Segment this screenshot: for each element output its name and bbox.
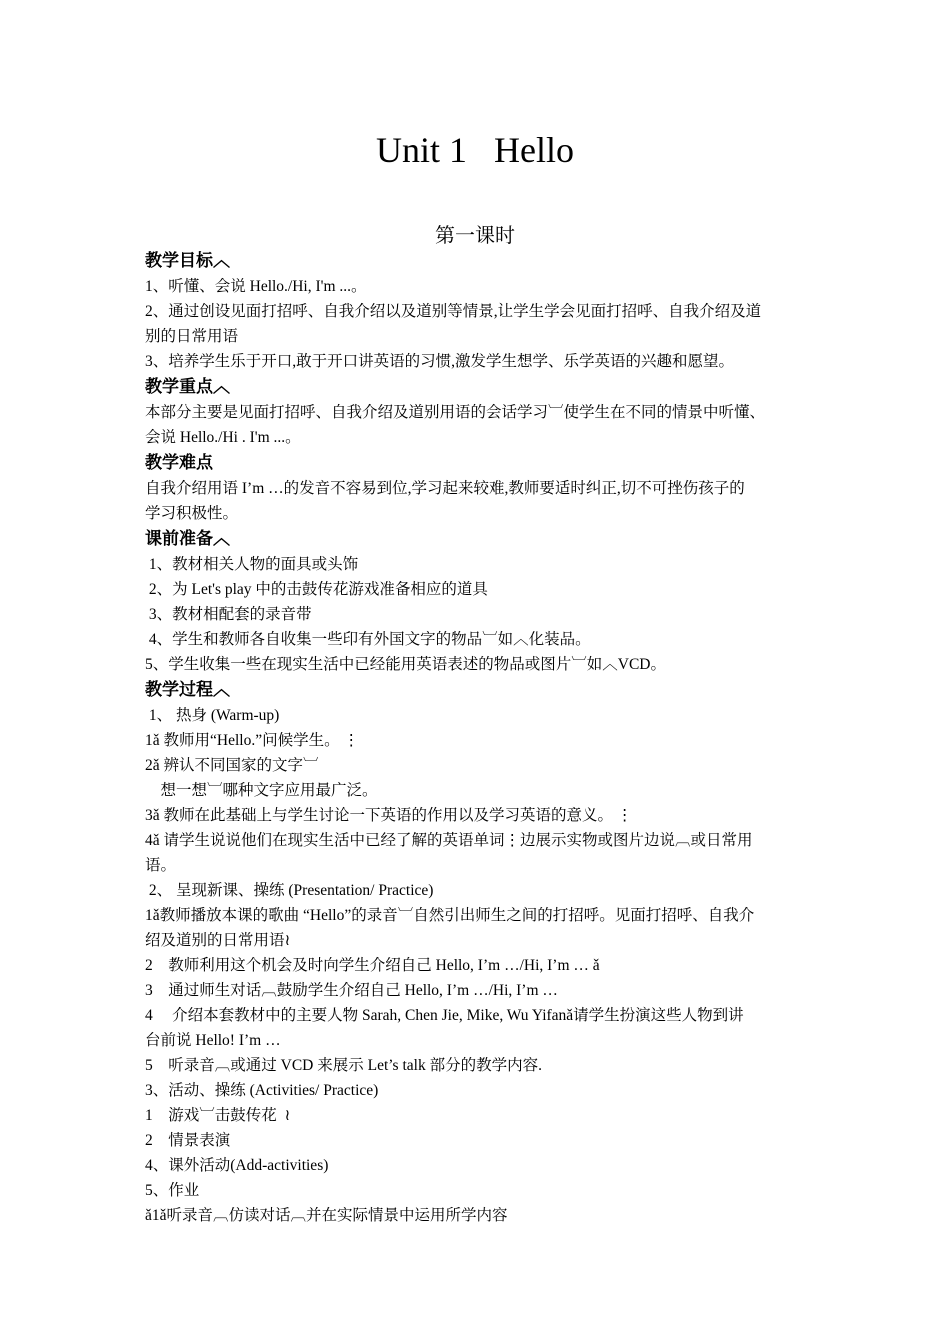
body-line: 4、学生和教师各自收集一些印有外国文字的物品︺如︿化装品。: [145, 631, 591, 648]
body-line: 5、作业: [145, 1182, 200, 1199]
body-line: 3ǎ 教师在此基础上与学生讨论一下英语的作用以及学习英语的意义。 ⋮: [145, 807, 633, 824]
section-heading: 教学重点︿: [145, 377, 230, 397]
document-body: [145, 248, 810, 1228]
body-line: 5、学生收集一些在现实生活中已经能用英语表述的物品或图片︺如︿VCD。: [145, 656, 666, 673]
body-line: 绍及道别的日常用语≀: [145, 932, 291, 949]
body-line: 别的日常用语: [145, 328, 239, 345]
body-line: 2、 呈现新课、操练 (Presentation/ Practice): [145, 882, 434, 899]
body-line: 4、课外活动(Add-activities): [145, 1157, 329, 1174]
body-line: 1ǎ教师播放本课的歌曲 “Hello”的录音︺自然引出师生之间的打招呼。见面打招呼、自我介: [145, 907, 755, 924]
body-line: 1 游戏︺击鼓传花 ≀: [145, 1107, 291, 1124]
body-line: 3、活动、操练 (Activities/ Practice): [145, 1082, 379, 1099]
document-title: Unit 1 Hello: [376, 130, 574, 170]
body-line: 自我介绍用语 I’m …的发音不容易到位,学习起来较难,教师要适时纠正,切不可挫伤孩子的: [145, 480, 745, 497]
body-line: 想一想︺哪种文字应用最广泛。: [145, 782, 378, 799]
body-line: 4ǎ 请学生说说他们在现实生活中已经了解的英语单词⋮边展示实物或图片边说︹或日常用: [145, 832, 753, 849]
body-line: 3、教材相配套的录音带: [145, 606, 312, 623]
body-line: 3、培养学生乐于开口,敢于开口讲英语的习惯,激发学生想学、乐学英语的兴趣和愿望。: [145, 353, 735, 370]
body-line: 学习积极性。: [145, 505, 239, 522]
body-line: 2、通过创设见面打招呼、自我介绍以及道别等情景,让学生学会见面打招呼、自我介绍及道: [145, 303, 762, 320]
body-line: 1、教材相关人物的面具或头饰: [145, 556, 359, 573]
body-line: 3 通过师生对话︹鼓励学生介绍自己 Hello, I’m …/Hi, I’m …: [145, 982, 558, 999]
section-heading: 教学难点: [145, 453, 213, 473]
body-line: ǎ1ǎ听录音︹仿读对话︹并在实际情景中运用所学内容: [145, 1207, 508, 1224]
body-line: 1、 热身 (Warm-up): [145, 707, 280, 724]
section-heading: 课前准备︿: [145, 529, 230, 549]
body-line: 2 情景表演: [145, 1132, 231, 1149]
body-line: 2ǎ 辨认不同国家的文字︺: [145, 757, 319, 774]
body-line: 台前说 Hello! I’m …: [145, 1032, 281, 1049]
body-line: 1、听懂、会说 Hello./Hi, I'm ...。: [145, 278, 367, 295]
lesson-subtitle: 第一课时: [435, 225, 515, 247]
section-heading: 教学过程︿: [145, 680, 230, 700]
body-line: 4 介绍本套教材中的主要人物 Sarah, Chen Jie, Mike, Wu Yifanǎ请学生扮演这些人物到讲: [145, 1007, 744, 1024]
body-line: 2、为 Let's play 中的击鼓传花游戏准备相应的道具: [145, 581, 488, 598]
body-line: 本部分主要是见面打招呼、自我介绍及道别用语的会话学习︺使学生在不同的情景中听懂、: [145, 404, 766, 421]
body-line: 1ǎ 教师用“Hello.”问候学生。 ⋮: [145, 732, 359, 749]
body-line: 5 听录音︹或通过 VCD 来展示 Let’s talk 部分的教学内容.: [145, 1057, 542, 1074]
body-line: 会说 Hello./Hi . I'm ...。: [145, 429, 301, 446]
body-line: 语。: [145, 857, 177, 874]
body-line: 2 教师利用这个机会及时向学生介绍自己 Hello, I’m …/Hi, I’m … ǎ: [145, 957, 600, 974]
section-heading: 教学目标︿: [145, 251, 230, 271]
